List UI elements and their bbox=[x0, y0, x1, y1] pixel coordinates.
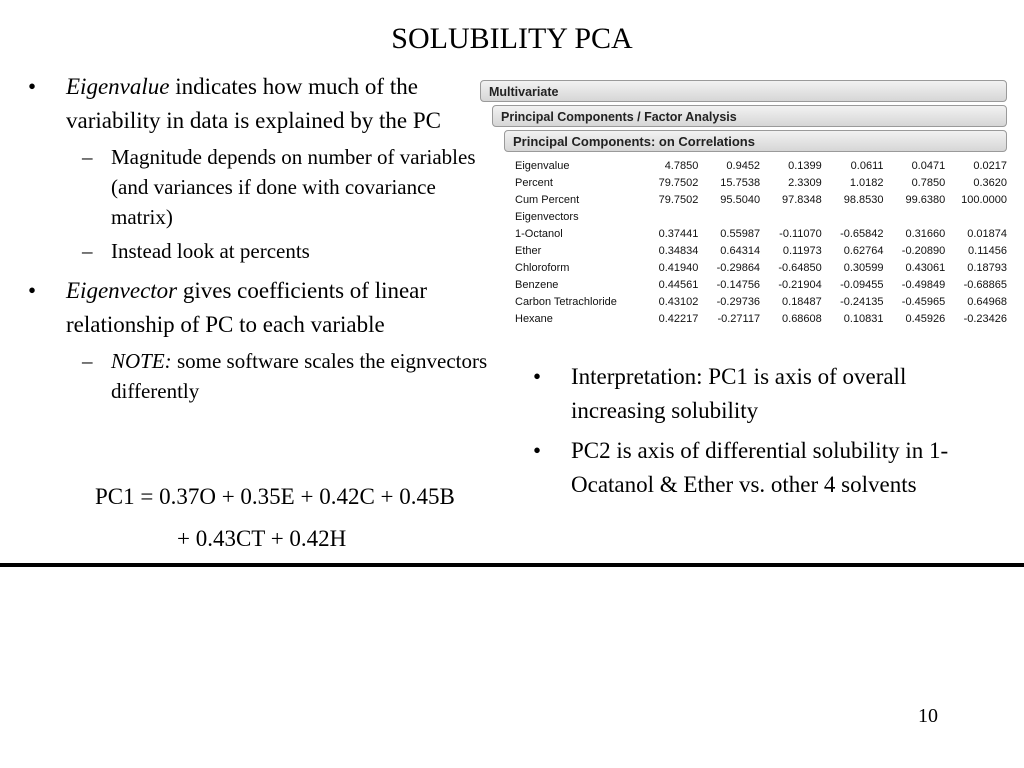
table-cell: 0.34834 bbox=[658, 244, 699, 257]
table-cell: 15.7538 bbox=[720, 176, 761, 189]
table-cell: 0.44561 bbox=[658, 278, 699, 291]
bullet-eigenvalue-text: indicates how much of the variability in data is explained by the PC bbox=[66, 74, 441, 133]
table-row bbox=[515, 225, 1007, 242]
table-cell: 97.8348 bbox=[782, 193, 822, 206]
table-row bbox=[515, 310, 1007, 327]
table-cell bbox=[760, 208, 822, 225]
table-cell: 0.0471 bbox=[911, 159, 946, 172]
table-cell: 0.10831 bbox=[843, 312, 884, 325]
table-cell: 0.11973 bbox=[782, 244, 822, 257]
table-cell bbox=[698, 208, 760, 225]
table-cell: -0.27117 bbox=[717, 312, 761, 325]
sub-bullet-percents-text: Instead look at percents bbox=[111, 239, 310, 263]
header-multivariate[interactable] bbox=[480, 80, 1007, 102]
header-multivariate-label: Multivariate bbox=[489, 85, 559, 99]
table-cell: -0.09455 bbox=[840, 278, 884, 291]
table-cell: 0.0217 bbox=[973, 159, 1007, 172]
bullet-dot: • bbox=[28, 278, 37, 303]
row-label: Eigenvalue bbox=[515, 159, 570, 172]
sub-bullet-note bbox=[28, 346, 498, 406]
slide-title: SOLUBILITY PCA bbox=[391, 22, 633, 55]
right-bullet-list bbox=[533, 360, 1003, 508]
table-cell: 99.6380 bbox=[905, 193, 946, 206]
sub-bullet-magnitude bbox=[28, 142, 498, 232]
slide-divider bbox=[0, 563, 1024, 567]
table-cell: -0.24135 bbox=[840, 295, 884, 308]
table-cell: 0.41940 bbox=[658, 261, 699, 274]
table-cell: 0.64314 bbox=[720, 244, 761, 257]
table-cell: 0.01874 bbox=[967, 227, 1007, 240]
dash-mark: – bbox=[82, 239, 93, 263]
row-label: Cum Percent bbox=[515, 193, 580, 206]
table-cell: -0.11070 bbox=[779, 227, 822, 240]
table-cell: 0.43102 bbox=[658, 295, 699, 308]
bullet-pc2 bbox=[533, 434, 1003, 502]
row-label: Ether bbox=[515, 244, 542, 257]
table-row bbox=[515, 276, 1007, 293]
table-row bbox=[515, 293, 1007, 310]
table-cell: -0.45965 bbox=[901, 295, 946, 308]
note-label: NOTE: bbox=[111, 349, 172, 373]
bullet-eigenvalue bbox=[28, 70, 498, 138]
table-cell: 2.3309 bbox=[788, 176, 822, 189]
table-cell: 79.7502 bbox=[658, 176, 699, 189]
table-cell: 0.31660 bbox=[905, 227, 946, 240]
table-cell: 0.30599 bbox=[843, 261, 884, 274]
row-label: Hexane bbox=[515, 312, 553, 325]
table-cell: 0.18487 bbox=[782, 295, 822, 308]
table-cell: 0.3620 bbox=[973, 176, 1007, 189]
table-row bbox=[515, 191, 1007, 208]
table-cell bbox=[822, 208, 884, 225]
table-cell bbox=[637, 208, 699, 225]
table-cell bbox=[884, 208, 946, 225]
table-cell: 1.0182 bbox=[849, 176, 884, 189]
table-row bbox=[515, 174, 1007, 191]
table-cell: 0.9452 bbox=[726, 159, 761, 172]
table-cell: -0.20890 bbox=[901, 244, 946, 257]
table-cell: 0.68608 bbox=[782, 312, 822, 325]
table-row bbox=[515, 242, 1007, 259]
table-cell bbox=[945, 208, 1007, 225]
page-number: 10 bbox=[918, 705, 938, 727]
table-cell: 0.7850 bbox=[911, 176, 946, 189]
table-cell: -0.68865 bbox=[963, 278, 1007, 291]
row-label: Benzene bbox=[515, 278, 559, 291]
bullet-interpretation-text: Interpretation: PC1 is axis of overall increasing solubility bbox=[571, 364, 907, 423]
row-label: Eigenvectors bbox=[515, 210, 579, 223]
bullet-dot: • bbox=[533, 438, 542, 463]
row-label: 1-Octanol bbox=[515, 227, 563, 240]
table-cell: -0.21904 bbox=[778, 278, 822, 291]
sub-bullet-magnitude-text: Magnitude depends on number of variables (and variances if done with covariance matrix) bbox=[111, 145, 476, 229]
table-cell: 0.62764 bbox=[843, 244, 884, 257]
header-pca-factor-label: Principal Components / Factor Analysis bbox=[501, 110, 737, 124]
table-row bbox=[515, 259, 1007, 276]
dash-mark: – bbox=[82, 349, 93, 373]
table-cell: -0.49849 bbox=[901, 278, 946, 291]
row-label: Chloroform bbox=[515, 261, 570, 274]
header-pca-correlations[interactable] bbox=[504, 130, 1007, 152]
table-cell: 0.11456 bbox=[968, 244, 1007, 257]
table-cell: 79.7502 bbox=[658, 193, 699, 206]
bullet-eigenvector-text: gives coefficients of linear relationship of PC to each variable bbox=[66, 278, 428, 337]
row-label: Percent bbox=[515, 176, 553, 189]
bullet-eigenvector bbox=[28, 274, 498, 342]
pca-results-table bbox=[515, 157, 1007, 327]
bullet-dot: • bbox=[28, 74, 37, 99]
table-cell: 0.42217 bbox=[658, 312, 699, 325]
equation-line-2: + 0.43CT + 0.42H bbox=[177, 526, 347, 551]
table-cell: 0.64968 bbox=[967, 295, 1007, 308]
header-pca-factor[interactable] bbox=[492, 105, 1007, 127]
table-row bbox=[515, 157, 1007, 174]
table-cell: 0.37441 bbox=[658, 227, 699, 240]
table-cell: -0.23426 bbox=[963, 312, 1007, 325]
header-pca-correlations-label: Principal Components: on Correlations bbox=[513, 134, 755, 149]
dash-mark: – bbox=[82, 145, 93, 169]
table-cell: 0.55987 bbox=[720, 227, 761, 240]
table-cell: -0.64850 bbox=[778, 261, 822, 274]
equation-line-1: PC1 = 0.37O + 0.35E + 0.42C + 0.45B bbox=[95, 484, 455, 509]
table-cell: 95.5040 bbox=[720, 193, 761, 206]
table-cell: -0.29864 bbox=[716, 261, 761, 274]
bullet-interpretation bbox=[533, 360, 1003, 428]
term-eigenvector: Eigenvector bbox=[66, 278, 178, 303]
sub-bullet-percents bbox=[28, 236, 498, 266]
table-cell: 0.0611 bbox=[850, 159, 884, 172]
table-cell: 0.1399 bbox=[788, 159, 822, 172]
table-cell: 0.43061 bbox=[905, 261, 946, 274]
table-cell: -0.14756 bbox=[716, 278, 761, 291]
table-row bbox=[515, 208, 1007, 225]
sub-bullet-note-text: some software scales the eignvectors differently bbox=[111, 349, 488, 403]
table-cell: -0.29736 bbox=[716, 295, 761, 308]
table-cell: -0.65842 bbox=[840, 227, 884, 240]
left-bullet-list bbox=[28, 70, 498, 406]
bullet-pc2-text: PC2 is axis of differential solubility in 1-Ocatanol & Ether vs. other 4 solvents bbox=[571, 438, 949, 497]
bullet-dot: • bbox=[533, 364, 542, 389]
table-cell: 4.7850 bbox=[664, 159, 699, 172]
table-cell: 0.18793 bbox=[967, 261, 1007, 274]
term-eigenvalue: Eigenvalue bbox=[66, 74, 170, 99]
table-cell: 0.45926 bbox=[905, 312, 946, 325]
row-label: Carbon Tetrachloride bbox=[515, 295, 617, 308]
table-cell: 100.0000 bbox=[961, 193, 1007, 206]
table-cell: 98.8530 bbox=[843, 193, 884, 206]
